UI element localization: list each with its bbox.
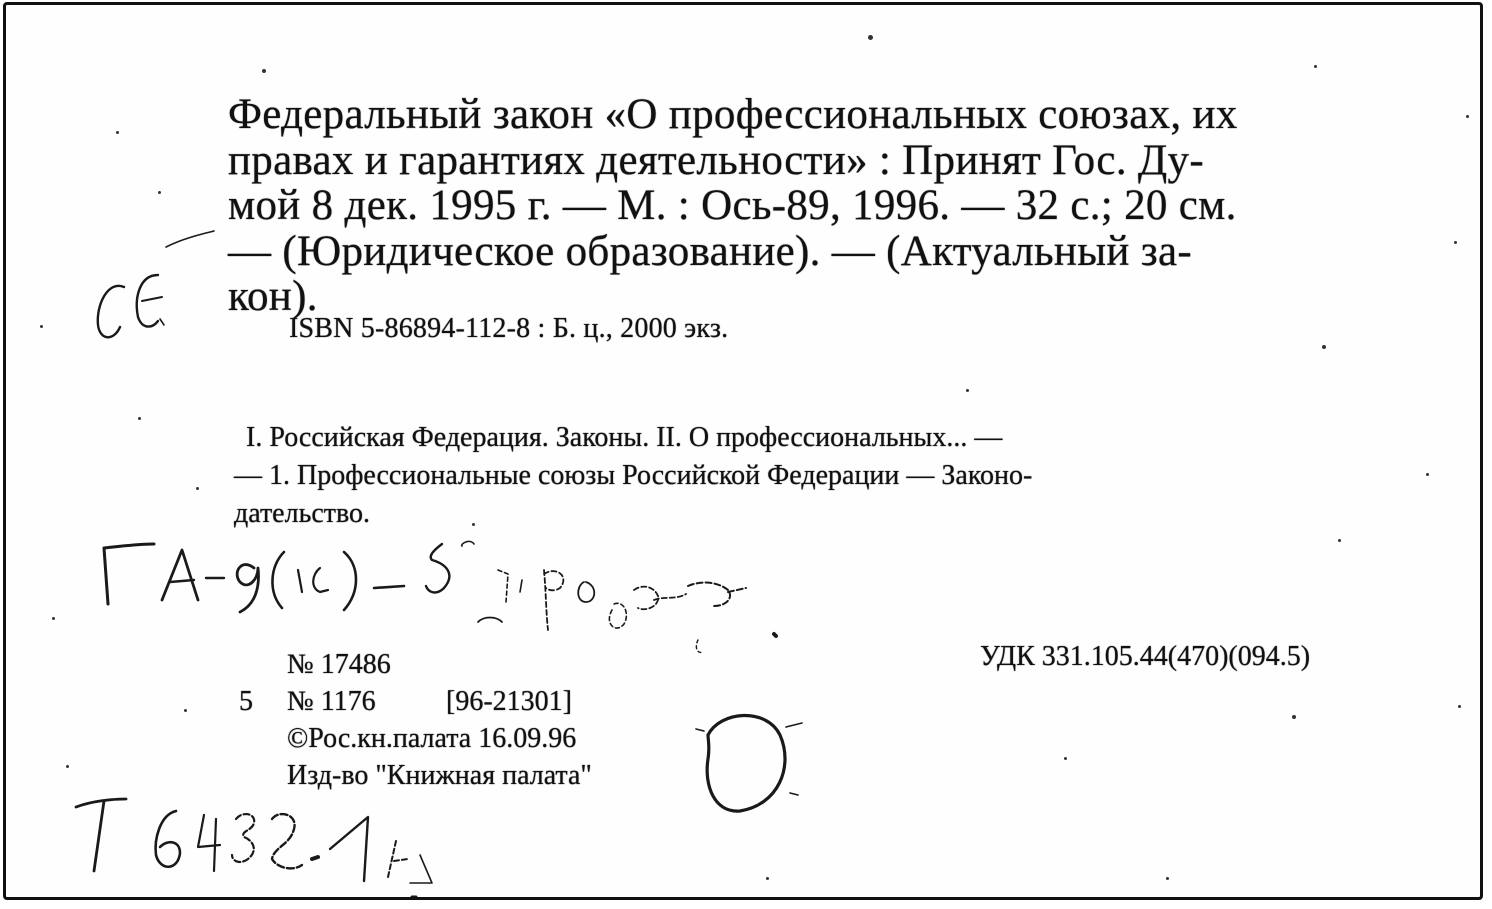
publisher-line: Изд-во "Книжная палата" xyxy=(287,760,592,791)
speckle xyxy=(196,487,199,490)
speckle xyxy=(1322,345,1326,349)
speckle xyxy=(184,709,187,712)
speckle xyxy=(1454,241,1457,244)
speckle xyxy=(158,191,161,194)
speckle xyxy=(1314,65,1317,68)
speckle xyxy=(1458,705,1461,708)
speckle xyxy=(262,69,266,73)
description-line: правах и гарантиях деятельности» : Принят Гос. Ду- xyxy=(228,136,1204,184)
copyright-line: ©Рос.кн.палата 16.09.96 xyxy=(287,723,577,754)
tracing-line: I. Российская Федерация. Законы. II. О профессиональных... — xyxy=(246,422,1003,453)
speckle xyxy=(868,35,873,40)
handwritten-shelf-mark xyxy=(98,530,798,675)
description-line: кон). xyxy=(228,273,318,320)
speckle xyxy=(1426,473,1429,476)
speckle xyxy=(1292,715,1296,719)
handwritten-initials xyxy=(86,225,226,355)
speckle xyxy=(40,325,43,328)
speckle xyxy=(138,417,141,420)
bibliographic-description xyxy=(228,92,1386,320)
speckle xyxy=(1166,877,1169,880)
description-line: Федеральный закон «О профессиональных союзах, их xyxy=(228,91,1238,138)
card-prefix: 5 xyxy=(239,686,253,717)
description-line: — (Юридическое образование). — (Актуальный за- xyxy=(228,227,1193,275)
speckle xyxy=(66,765,69,768)
isbn-line: ISBN 5-86894-112-8 : Б. ц., 2000 экз. xyxy=(289,313,729,344)
speckle xyxy=(116,131,119,134)
description-line: мой 8 дек. 1995 г. — М. : Ось-89, 1996. — 32 с.; 20 см. xyxy=(228,182,1237,229)
catalog-card xyxy=(3,2,1483,900)
speckle xyxy=(1338,539,1341,542)
speckle xyxy=(1064,757,1067,760)
stamp-circle xyxy=(694,705,804,825)
speckle xyxy=(766,877,769,880)
tracing-line: дательство. xyxy=(234,498,371,529)
speckle xyxy=(1466,115,1469,118)
handwritten-inventory-mark xyxy=(68,785,488,900)
udc-code: УДК 331.105.44(470)(094.5) xyxy=(980,641,1311,672)
speckle xyxy=(472,523,475,526)
tracing-line: — 1. Профессиональные союзы Российской Федерации — Законо- xyxy=(234,460,1033,491)
tracing-block xyxy=(234,419,1386,533)
speckle xyxy=(966,389,969,392)
card-number: № 1176 xyxy=(287,686,376,717)
order-number: [96-21301] xyxy=(446,686,572,717)
registry-number: № 17486 xyxy=(287,649,391,680)
speckle xyxy=(52,617,55,620)
